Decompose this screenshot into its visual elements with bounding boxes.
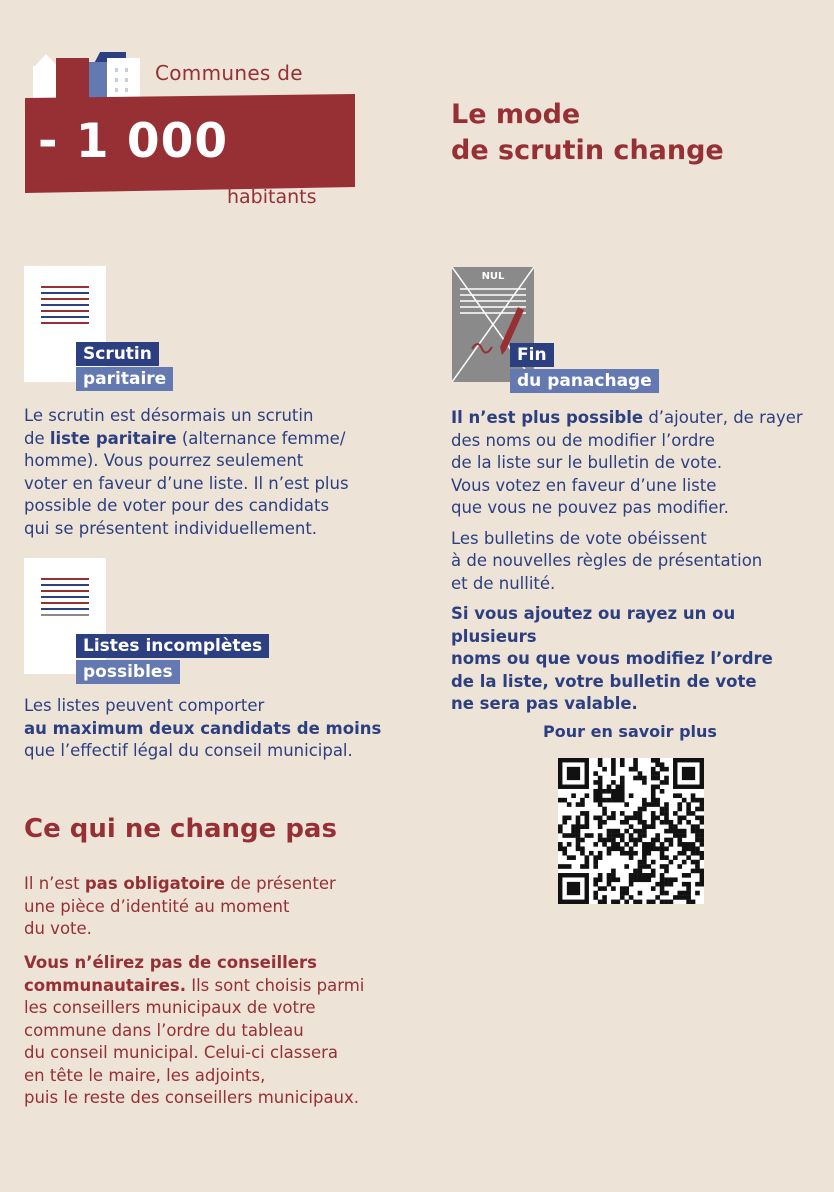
- page-title: Le mode de scrutin change: [451, 99, 724, 166]
- paritaire-tag: paritaire: [76, 367, 173, 391]
- panachage-tag: du panachage: [510, 369, 659, 393]
- scrutin-paragraph: Le scrutin est désormais un scrutin de liste paritaire (alternance femme/ homme). Vous pourrez seulement voter en faveur d’une liste. Il n’est plus possible de voter pour des candidats qui se présentent individuellement.: [24, 406, 349, 538]
- habitants-label: habitants: [227, 186, 317, 208]
- population-number: - 1 000: [38, 114, 229, 169]
- ballot-label: NUL: [481, 271, 505, 282]
- qr-code-icon[interactable]: [558, 758, 704, 904]
- scrutin-tag: Scrutin: [76, 342, 159, 366]
- communes-label: Communes de: [155, 61, 303, 85]
- listes-paragraph: Les listes peuvent comporter au maximum deux candidats de moins que l’effectif légal du conseil municipal.: [24, 696, 382, 760]
- listes-tag: Listes incomplètes: [76, 634, 269, 658]
- unchanged-title: Ce qui ne change pas: [24, 814, 337, 844]
- unchanged-paragraph-1: Il n’est pas obligatoire de présenter une pièce d’identité au moment du vote.: [24, 874, 336, 938]
- unchanged-paragraph-2: Vous n’élirez pas de conseillers communautaires. Ils sont choisis parmi les conseillers municipaux de votre commune dans l’ordre du tableau du conseil municipal. Celui-ci classera en tête le maire, les adjoints, puis le reste des conseillers municipaux.: [24, 953, 365, 1107]
- panachage-paragraphs: Il n’est plus possible d’ajouter, de rayer des noms ou de modifier l’ordre de la liste sur le bulletin de vote. Vous votez en faveur d’une liste que vous ne pouvez pas modifier. Les bulletins de vote obéissent à de nouvelles règles de présentation et de nullité. Si vous ajoutez ou rayez un ou plusieurs noms ou que vous modifiez l’ordre de la liste, votre bulletin de vote ne sera pas valable.: [451, 408, 803, 713]
- fin-tag: Fin: [510, 343, 554, 367]
- possibles-tag: possibles: [76, 660, 180, 684]
- more-info-label: Pour en savoir plus: [543, 722, 717, 741]
